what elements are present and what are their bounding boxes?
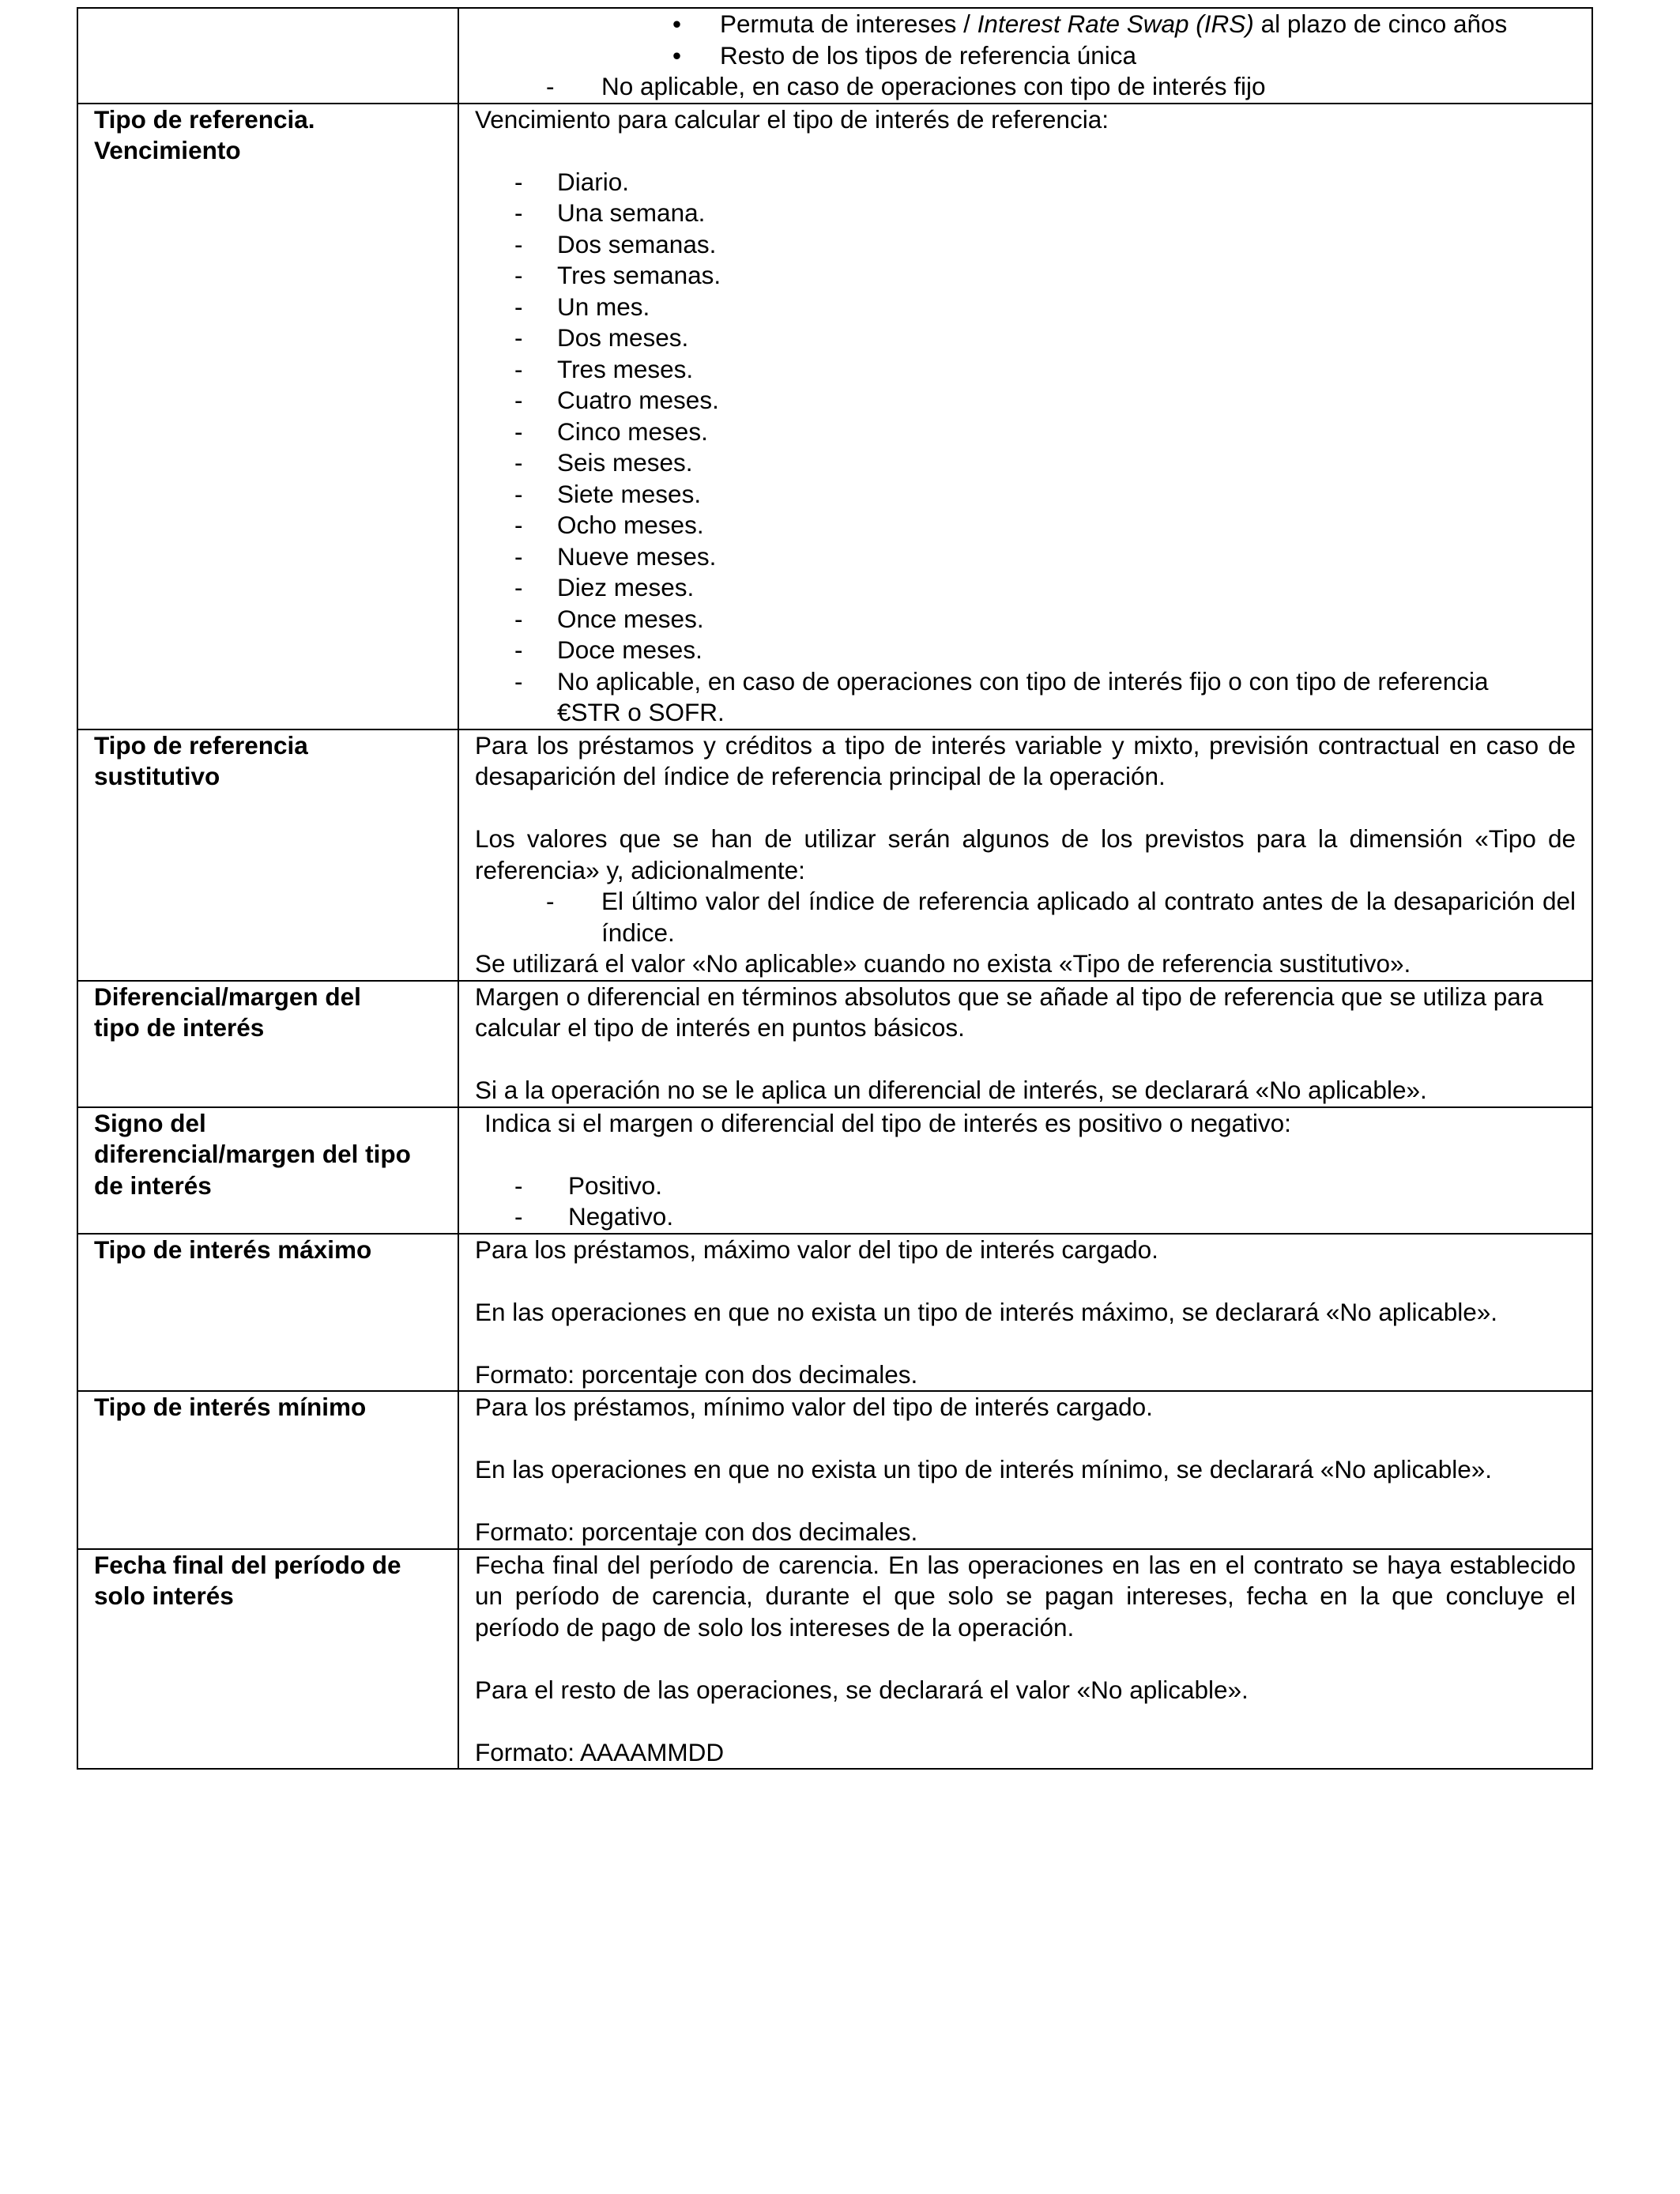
row-label-line: Fecha final del período de [94,1550,401,1579]
dash-icon: - [514,229,523,258]
list-item [475,71,1576,103]
table-row-continuation [77,8,1592,104]
list-item-text: Diario. [557,167,630,196]
list-item [475,604,1576,635]
dash-icon: - [514,417,523,446]
paragraph: Si a la operación no se le aplica un diferencial de interés, se declarará «No aplicable». [475,1076,1427,1104]
dash-icon: - [514,635,523,664]
list-item [475,417,1576,448]
row-content [458,1391,1592,1549]
list-item [475,229,1576,261]
row-label-line: Tipo de interés mínimo [94,1393,367,1421]
row-label [77,1391,458,1549]
paragraph: Para los préstamos, mínimo valor del tipo de interés cargado. [475,1393,1153,1421]
row-label [77,1234,458,1392]
list-item [475,354,1576,386]
row-label-line: Vencimiento [94,136,241,164]
dash-icon: - [514,479,523,508]
row-label-line: solo interés [94,1581,234,1610]
list-item [475,479,1576,511]
spacer [475,1706,1576,1737]
paragraph: Se utilizará el valor «No aplicable» cuando no exista «Tipo de referencia sustitutivo». [475,949,1411,978]
paragraph: Fecha final del período de carencia. En las operaciones en las en el contrato se haya establecido un período de carencia, durante el que solo se pagan intereses, fecha en la que concluye el período de pago de solo los intereses de la operación. [475,1550,1576,1642]
row-label-line: Signo del [94,1108,206,1137]
dash-icon: - [546,72,555,100]
list-item-text: Dos meses. [557,323,689,352]
dash-icon: - [514,448,523,477]
paragraph: Margen o diferencial en términos absolutos que se añade al tipo de referencia que se utiliza para calcular el tipo de interés en puntos básicos. [475,982,1543,1042]
spacer [475,1139,1576,1171]
paragraph: Vencimiento para calcular el tipo de interés de referencia: [475,104,1109,134]
paragraph: En las operaciones en que no exista un tipo de interés máximo, se declarará «No aplicable». [475,1297,1498,1326]
dash-icon: - [514,511,523,539]
row-content [458,729,1592,981]
table-row-signo [77,1107,1592,1234]
list-item-text: Once meses. [557,604,704,633]
bullet-icon: • [672,40,682,70]
text-segment: Permuta de intereses / [720,9,977,38]
list-item-text: Cuatro meses. [557,386,719,414]
italic-term: Interest Rate Swap (IRS) [977,9,1254,38]
row-label [77,729,458,981]
content-cell-continuation [458,8,1592,104]
row-label-line: Tipo de interés máximo [94,1235,372,1264]
list-item [475,1201,1576,1233]
list-item-text [557,666,1489,729]
list-item [475,510,1576,541]
dash-icon: - [514,261,523,289]
list-item-text: Seis meses. [557,448,693,477]
dash-icon: - [514,1171,523,1200]
spacer [475,1643,1576,1675]
paragraph: Formato: AAAAMMDD [475,1737,725,1766]
paragraph: En las operaciones en que no exista un tipo de interés mínimo, se declarará «No aplicable». [475,1455,1493,1483]
spacer [475,793,1576,824]
list-item-text: Tres meses. [557,354,694,383]
row-label-line: diferencial/margen del tipo [94,1140,411,1168]
dash-icon: - [514,198,523,227]
spacer [475,1328,1576,1359]
spacer [475,1423,1576,1455]
spacer [475,1265,1576,1297]
list-item-text: Nueve meses. [557,541,717,571]
table-row-fecha-final [77,1549,1592,1770]
list-item-text: Tres semanas. [557,261,721,289]
paragraph: Para el resto de las operaciones, se declarará el valor «No aplicable». [475,1675,1249,1704]
paragraph: Los valores que se han de utilizar serán algunos de los previstos para la dimensión «Tipo de referencia» y, adicionalmente: [475,824,1576,884]
row-label [77,981,458,1107]
row-label-line: de interés [94,1171,212,1200]
definitions-table [77,7,1593,1770]
list-item-text: Diez meses. [557,573,695,601]
list-item-text: Ocho meses. [557,511,704,539]
list-item [475,447,1576,479]
list-item [475,385,1576,417]
list-item [475,292,1576,323]
row-label [77,104,458,729]
row-label-line: Tipo de referencia. [94,104,315,134]
spacer [475,1486,1576,1517]
paragraph: Formato: porcentaje con dos decimales. [475,1517,918,1546]
row-content [458,1234,1592,1392]
paragraph: Indica si el margen o diferencial del tipo de interés es positivo o negativo: [484,1108,1291,1137]
list-item [475,666,1576,729]
dash-icon: - [514,167,523,196]
bullet-icon: • [672,9,682,38]
list-item-text: Siete meses. [557,479,702,508]
dash-icon: - [514,604,523,633]
list-item-text: Negativo. [568,1202,674,1231]
list-item [475,541,1576,573]
list-item-text: Resto de los tipos de referencia única [720,40,1137,70]
list-item [475,198,1576,229]
table-row-vencimiento [77,104,1592,729]
dash-icon: - [514,354,523,383]
dash-icon: - [514,292,523,321]
list-item [475,9,1576,40]
list-item [475,322,1576,354]
list-item-line: No aplicable, en caso de operaciones con tipo de interés fijo o con tipo de referencia [557,666,1489,696]
row-content [458,1549,1592,1770]
list-item [475,572,1576,604]
row-content [458,104,1592,729]
dash-icon: - [514,573,523,601]
dash-icon: - [514,323,523,352]
label-cell-empty [77,8,458,104]
dash-icon: - [514,666,523,696]
list-item-text: Una semana. [557,198,706,227]
dash-icon: - [514,1202,523,1231]
row-label-line: tipo de interés [94,1013,265,1042]
list-item [475,1171,1576,1202]
list-item-line: €STR o SOFR. [557,698,725,726]
row-content [458,1107,1592,1234]
list-item [475,40,1576,72]
row-label [77,1549,458,1770]
table-row-minimo [77,1391,1592,1549]
dash-icon: - [514,541,523,571]
table-row-sustitutivo [77,729,1592,981]
list-item-text: Positivo. [568,1171,663,1200]
list-item [475,167,1576,198]
text-segment: al plazo de cinco años [1253,9,1508,38]
table-row-diferencial [77,981,1592,1107]
maturity-list [475,167,1576,729]
dash-icon: - [514,386,523,414]
paragraph: Para los préstamos, máximo valor del tipo de interés cargado. [475,1235,1158,1264]
table-row-maximo [77,1234,1592,1392]
spacer [475,1044,1576,1076]
list-item-text: El último valor del índice de referencia aplicado al contrato antes de la desaparición del índice. [601,887,1576,947]
list-item [475,260,1576,292]
row-label-line: sustitutivo [94,762,220,790]
list-item-text: Dos semanas. [557,229,717,258]
list-item-text: No aplicable, en caso de operaciones con tipo de interés fijo [601,72,1266,100]
row-label-line: Diferencial/margen del [94,982,361,1011]
row-label [77,1107,458,1234]
list-item-text: Doce meses. [557,635,703,664]
list-item [475,886,1576,948]
list-item-text: Cinco meses. [557,417,708,446]
list-item-text [720,9,1507,40]
list-item [475,635,1576,666]
list-item-text: Un mes. [557,292,650,321]
spacer [475,135,1576,167]
dash-icon: - [546,887,555,915]
paragraph: Formato: porcentaje con dos decimales. [475,1359,918,1389]
row-label-line: Tipo de referencia [94,730,308,760]
row-content [458,981,1592,1107]
paragraph: Para los préstamos y créditos a tipo de interés variable y mixto, previsión contractual en caso de desaparición del índice de referencia principal de la operación. [475,730,1576,790]
